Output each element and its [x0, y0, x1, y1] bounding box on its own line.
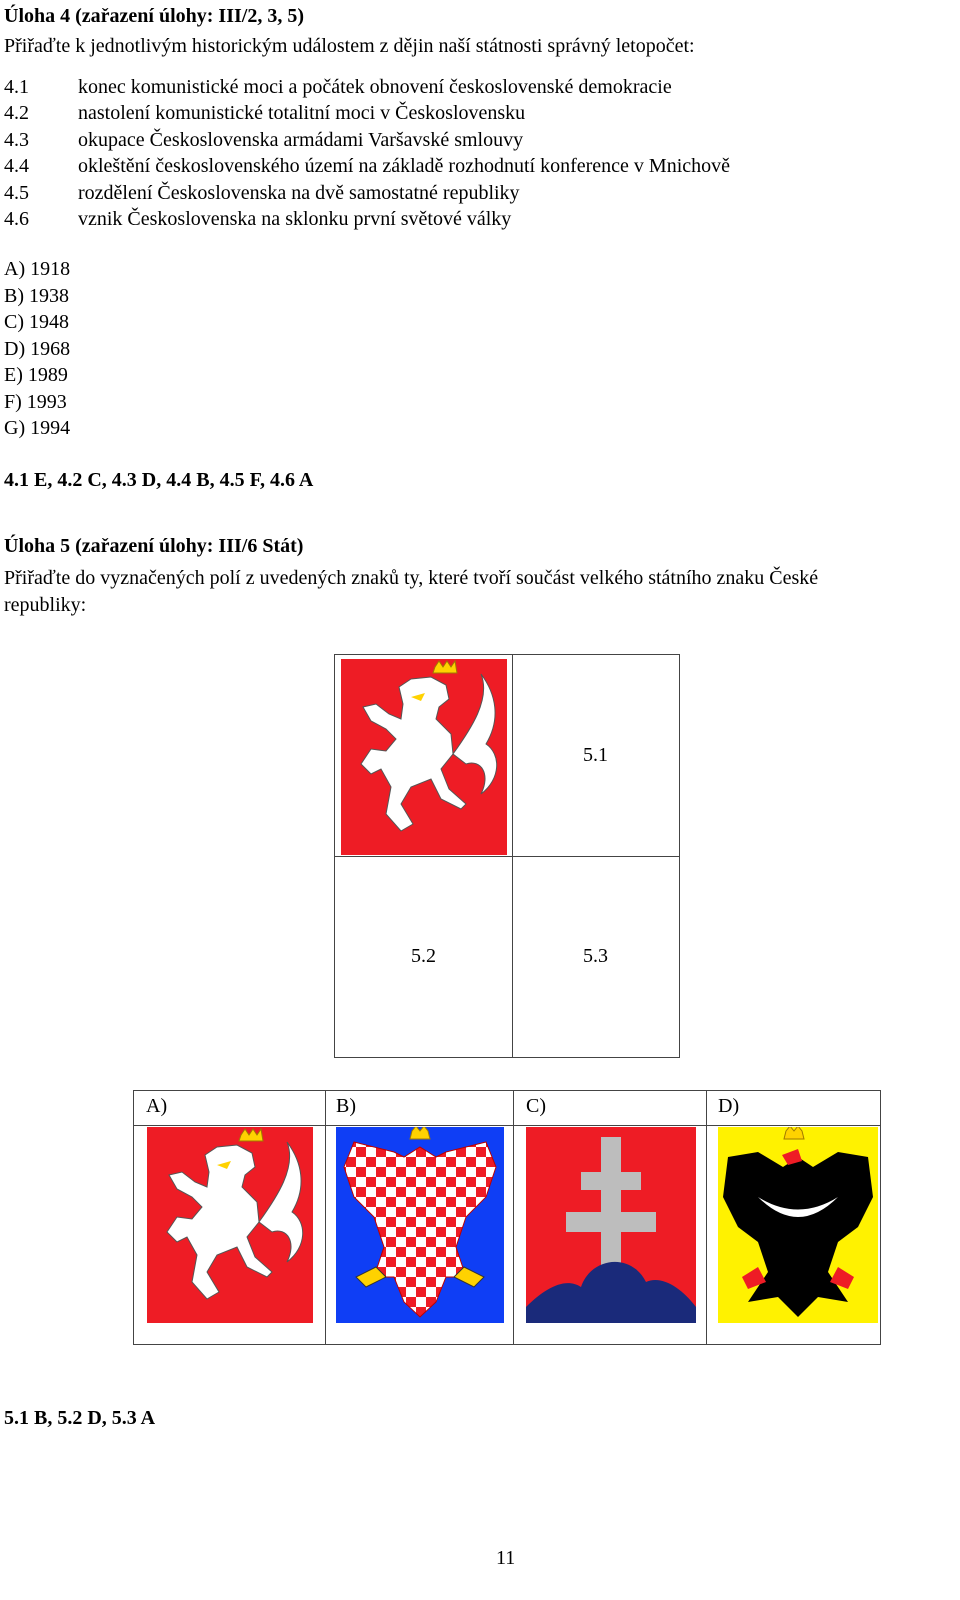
page-number: 11	[496, 1547, 516, 1569]
option-label: E)	[4, 364, 23, 386]
option-item	[4, 284, 69, 308]
item-number: 4.1	[4, 76, 29, 98]
option-label: D)	[4, 338, 26, 360]
item-number: 4.5	[4, 182, 29, 204]
task4-title: Úloha 4 (zařazení úlohy: III/2, 3, 5)	[4, 5, 304, 27]
option-c-double-cross-emblem	[526, 1127, 696, 1323]
field-5-3-label: 5.3	[583, 945, 608, 967]
option-year: 1918	[30, 258, 71, 280]
option-a-lion-emblem	[146, 1127, 314, 1323]
option-label: F)	[4, 391, 22, 413]
option-year: 1938	[29, 285, 69, 307]
item-text: vznik Československa na sklonku první světové války	[78, 208, 512, 230]
emblem-options-table	[133, 1090, 881, 1345]
field-5-1-label: 5.1	[583, 744, 608, 766]
option-d-label: D)	[718, 1095, 740, 1117]
option-d-silesian-eagle-emblem	[718, 1127, 878, 1323]
option-b-label: B)	[336, 1095, 356, 1117]
item-text: rozdělení Československa na dvě samostatné republiky	[78, 182, 520, 204]
option-label: B)	[4, 285, 24, 307]
option-label: A)	[4, 258, 26, 280]
table-column-divider	[325, 1091, 326, 1344]
task5-answer: 5.1 B, 5.2 D, 5.3 A	[4, 1407, 156, 1429]
table-column-divider	[513, 1091, 514, 1344]
option-year: 1993	[26, 391, 67, 413]
grid-divider-horizontal	[335, 856, 679, 857]
task5-instruction-line2: republiky:	[4, 594, 87, 616]
option-a-label: A)	[146, 1095, 168, 1117]
item-text: nastolení komunistické totalitní moci v Československu	[78, 102, 526, 124]
option-item	[4, 363, 68, 387]
item-text: okupace Československa armádami Varšavské smlouvy	[78, 129, 524, 151]
option-year: 1948	[29, 311, 69, 333]
option-label: C)	[4, 311, 24, 333]
item-number: 4.4	[4, 155, 29, 177]
item-number: 4.6	[4, 208, 29, 230]
item-number: 4.2	[4, 102, 29, 124]
option-label: G)	[4, 417, 26, 439]
field-5-2-label: 5.2	[411, 945, 436, 967]
item-text: konec komunistické moci a počátek obnovení československé demokracie	[78, 76, 672, 98]
option-item	[4, 337, 70, 361]
task5-title: Úloha 5 (zařazení úlohy: III/6 Stát)	[4, 535, 304, 557]
task5-instruction-line1: Přiřaďte do vyznačených polí z uvedených znaků ty, které tvoří součást velkého státního znaku České	[4, 567, 819, 589]
bohemian-lion-emblem	[341, 659, 507, 855]
option-item	[4, 310, 69, 334]
table-column-divider	[706, 1091, 707, 1344]
option-item	[4, 416, 70, 440]
option-c-label: C)	[526, 1095, 546, 1117]
option-item	[4, 390, 67, 414]
item-text: okleštění československého území na základě rozhodnutí konference v Mnichově	[78, 155, 731, 177]
option-item	[4, 257, 70, 281]
item-number: 4.3	[4, 129, 29, 151]
option-year: 1989	[27, 364, 68, 386]
task4-answer: 4.1 E, 4.2 C, 4.3 D, 4.4 B, 4.5 F, 4.6 A	[4, 469, 314, 491]
table-header-divider	[134, 1125, 880, 1126]
task4-instruction: Přiřaďte k jednotlivým historickým událostem z dějin naší státnosti správný letopočet:	[4, 35, 695, 57]
option-year: 1994	[30, 417, 71, 439]
shield-quadrant-grid	[334, 654, 680, 1058]
option-b-moravian-eagle-emblem	[336, 1127, 504, 1323]
option-year: 1968	[30, 338, 71, 360]
